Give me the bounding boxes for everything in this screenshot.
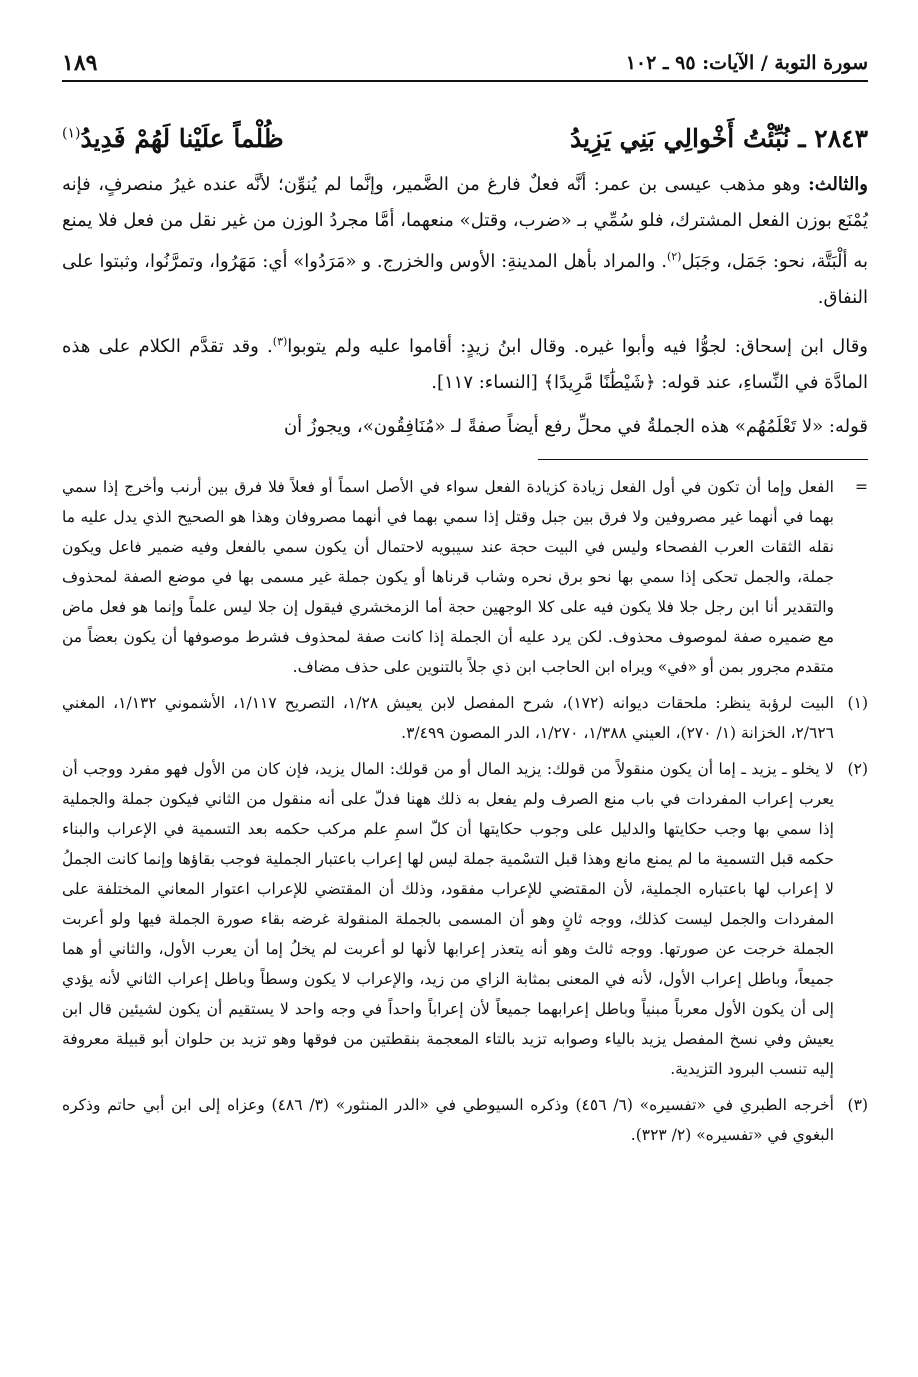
- footnote-marker: (٣): [847, 1096, 868, 1114]
- poetry-verse: [62, 124, 868, 153]
- footnote-1: [62, 688, 868, 748]
- footnote-text: أخرجه الطبري في «تفسيره» (٦/ ٤٥٦) وذكره السيوطي في «الدر المنثور» (٣/ ٤٨٦) وعزاه إلى ابن أبي حاتم وذكره البغوي في «تفسيره» (٢/ ٣٢٣).: [62, 1096, 834, 1144]
- footnote-text: البيت لرؤبة ينظر: ملحقات ديوانه (١٧٢)، شرح المفصل لابن يعيش ١/٢٨، التصريح ١/١١٧، الأشموني ١/١٣٢، المغني ٢/٦٢٦، الخزانة (١/ ٢٧٠)، العيني ١/٣٨٨، ١/٢٧٠، الدر المصون ٣/٤٩٩.: [62, 694, 834, 742]
- page-number: ١٨٩: [62, 50, 98, 76]
- footnote-2: [62, 754, 868, 1084]
- header-title: سورة التوبة / الآيات: ٩٥ ـ ١٠٢: [625, 52, 868, 74]
- paragraph-third-opinion: والثالث: وهو مذهب عيسى بن عمر: أنَّه فعلٌ فارغ من الضَّمير، وإنَّما لم يُنوِّن؛ لأنَّه عنده غيرُ منصرفٍ، فإنه يُمْنَع بوزن الفعل المشترك، فلو سُمِّي بـ «ضرب، وقتل» منعهما، أمَّا مجردُ الوزن من غير نقل من فعل فلا يمنع به ألْبَتَّة، نحو: جَمَل، وجَبَل$^{(٢)}$. والمراد بأهل المدينةِ: الأوس والخزرج. و «مَرَدُوا» أي: مَهَرُوا، وتمرَّنُوا، وثبتوا على النفاق.: [62, 174, 868, 308]
- paragraph-la-talamuhum: قوله: «لا تَعْلَمُهُم» هذه الجملةُ في محلِّ رفع أيضاً صفةً لـ «مُنَافِقُون»، ويجوزُ أن: [283, 416, 868, 437]
- footnote-separator: [538, 459, 868, 460]
- footnote-continuation: [62, 472, 868, 682]
- footnote-3: [62, 1090, 868, 1150]
- verse-first-hemistich: ٢٨٤٣ ـ نُبِّئْتُ أَخْوالِي بَنِي يَزِيدُ: [569, 124, 868, 153]
- footnote-marker: =: [855, 478, 868, 496]
- paragraph-lead: والثالث:: [808, 174, 868, 195]
- running-header: [62, 40, 868, 82]
- main-text: [62, 167, 868, 445]
- verse-second-hemistich: ظُلْماً علَيْنا لَهُمْ فَدِيدُ$^{(١)}$: [62, 124, 284, 153]
- book-page: [62, 40, 868, 1156]
- footnotes: [62, 472, 868, 1150]
- footnote-text: لا يخلو ـ يزيد ـ إما أن يكون منقولاً من قولك: يزيد المال أو من قولك: المال يزيد، فإن كان من الأول فهو مفرد ووجب أن يعرب إعراب المفردات في باب منع الصرف ولم يفعل به ذلك ههنا فدلّ على أنه منقول من الثاني فيكون جملة والجملية إذا سمي بها وجب حكايتها والدليل على وجوب حكايتها أن كلّ اسمِ علم مركب حكمه بعد التسمية في الإعراب والبناء حكمه قبل التسمية ما لم يمنع مانع وهذا قبل التسْمية جملة ليس لها إعراب باعتبار الجملية فوجب بقاؤها وإنما كانت الجملُ لا إعراب لها باعتباره الجملية، لأن المقتضي للإعراب مفقود، وذلك أن المقتضي للإعراب اعتوار المعاني المختلفة على المفردات والجمل ليست كذلك، ووجه ثانٍ وهو أن المسمى بالجملة المنقولة غرضه بقاء صورة الجملة فيها ولو أعربت الجملة خرجت عن صورتها. ووجه ثالث وهو أنه يتعذر إعرابها لأنها لو أعربت لم يخلُ إما أن يعرب الأول، والثاني أو هما جميعاً، وباطل إعراب الأول، لأنه في المعنى بمثابة الزاي من زيد، والإعراب لا يكون وسطاً وباطل إعراب الثاني لأنه يؤدي إلى أن يكون الأول معرباً مبنياً وباطل إعرابهما جميعاً لأن إعراباً واحداً في وجه واحد لا يستقيم أن يكون لشيئين قال ابن يعيش وفي نسخ المفصل يزيد بالياء وصوابه تزيد بالتاء المعجمة بنقطتين من فوقها وهو تزيد بن حلوان أبو قبيلة معروفة إليه تنسب البرود التزيدية.: [62, 760, 834, 1078]
- paragraph-ibn-ishaq: وقال ابن إسحاق: لجوُّا فيه وأبوا غيره. وقال ابنُ زيدٍ: أقاموا عليه ولم يتوبوا$^{(٣)}$. وقد تقدَّم الكلام على هذه المادَّة في النِّساءِ، عند قوله: ﴿شَيْطَٰنًا مَّرِيدًا﴾ [النساء: ١١٧].: [62, 335, 869, 393]
- footnote-marker: (٢): [847, 760, 868, 778]
- footnote-ref-2: (٢): [666, 250, 682, 263]
- footnote-ref-3: (٣): [272, 335, 288, 348]
- footnote-ref-1: (١): [62, 125, 81, 142]
- footnote-text: الفعل وإما أن تكون في أول الفعل زيادة كزيادة الفعل سواء في الأصل اسماً أو فعلاً فلا فرق بين أرنب وأخرج إذا سمي بهما في أنهما غير مصروفين ولا فرق بين جبل وقتل إذا سمي بهما في أنهما مصروفان وهذا هو الصحيح الذي يدل عليه ما نقله الثقات العرب الفصحاء وليس في البيت حجة عند سيبويه لاحتمال أن يكون سمي بالفعل وفيه ضمير فاعل ويكون جملة، والجمل تحكى إذا سمي بها نحو برق نحره وشاب قرناها أو يكون جملة غير مسمى بها في موضع الصفة لمحذوف والتقدير أنا ابن رجل جلا فلا يكون فيه على كلا الوجهين حجة أما الزمخشري فيقول إن جلا ليس علماً وإنما هو فعل ماض مع ضميره صفة لموصوف محذوف. لكن يرد عليه أن الجملة إذا كانت صفة لمحذوف فشرط موصوفها أن يكون بعضاً من متقدم مجرور بمن أو «في» ويراه ابن الحاجب ابن ذي جلاً بالتنوين على حذف مضاف.: [62, 478, 834, 676]
- footnote-marker: (١): [847, 694, 868, 712]
